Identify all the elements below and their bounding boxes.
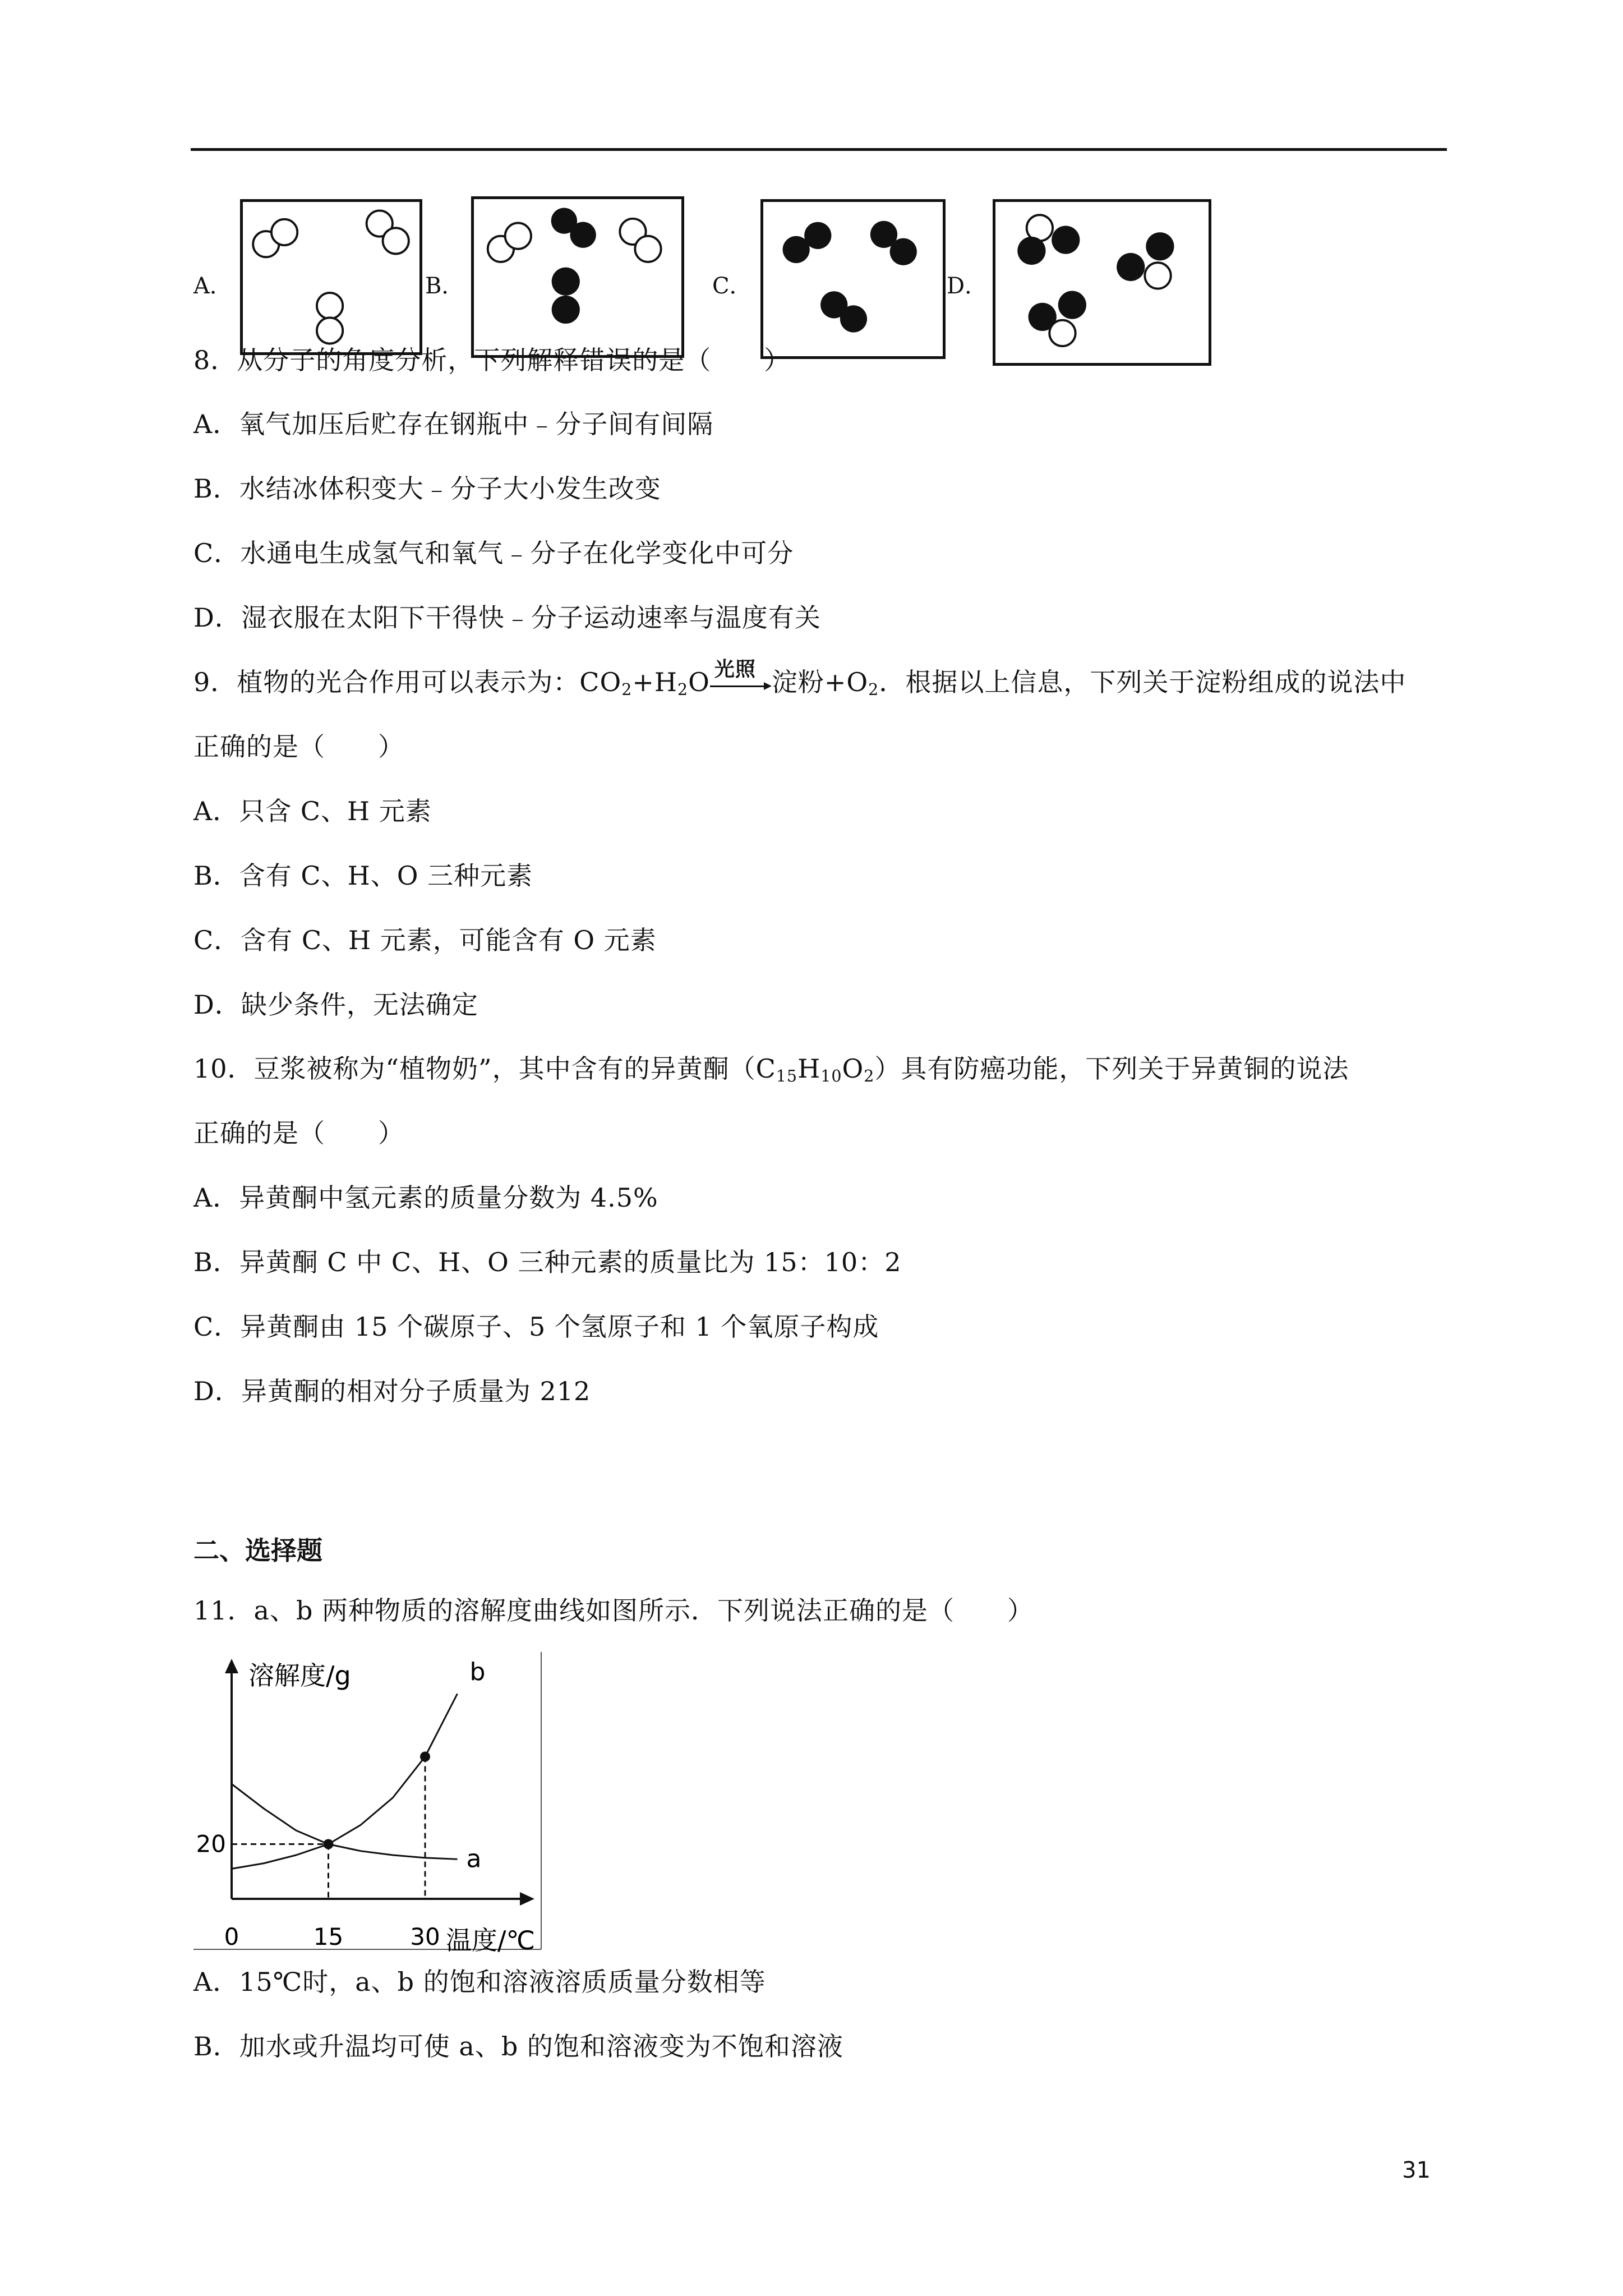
molecule-box-a: [240, 199, 422, 355]
q9-after-arrow: 淀粉+O: [771, 667, 869, 697]
q10-suffix: ）具有防癌功能，下列关于异黄铜的说法: [874, 1053, 1349, 1084]
y-tick-label-20: 20: [196, 1830, 226, 1858]
q9-o: O: [688, 667, 710, 697]
q9-option-d: D．缺少条件，无法确定: [193, 990, 478, 1020]
q11-option-b: B．加水或升温均可使 a、b 的饱和溶液变为不饱和溶液: [193, 2031, 843, 2062]
data-point-0: [324, 1839, 334, 1849]
q11-option-a: A．15℃时，a、b 的饱和溶液溶质质量分数相等: [193, 1967, 766, 1997]
q10-prefix: 10．豆浆被称为“植物奶”，其中含有的异黄酮（C: [193, 1053, 776, 1084]
option-c-letter: C．: [712, 273, 752, 299]
q8-stem: 8．从分子的角度分析，下列解释错误的是（ ）: [193, 345, 791, 375]
x-tick-label-0: 0: [224, 1923, 239, 1950]
solubility-chart: [193, 1652, 552, 1955]
q10-stem-line2: 正确的是（ ）: [193, 1118, 404, 1148]
q10-o: O: [842, 1053, 864, 1084]
q9-option-a: A．只含 C、H 元素: [193, 796, 432, 826]
y-axis-label: 溶解度/g: [248, 1660, 351, 1691]
option-d-letter: D．: [947, 273, 988, 299]
section-heading: 二、选择题: [193, 1535, 322, 1566]
q10-option-b: B．异黄酮 C 中 C、H、O 三种元素的质量比为 15：10：2: [193, 1247, 902, 1277]
q10-h-sub: 10: [820, 1067, 842, 1086]
q10-h: H: [797, 1053, 821, 1084]
x-axis-arrow: [520, 1892, 534, 1906]
data-point-1: [420, 1752, 430, 1762]
q8-option-b: B．水结冰体积变大﹣分子大小发生改变: [193, 473, 661, 504]
option-a-letter: A．: [193, 273, 232, 299]
q8-option-d: D．湿衣服在太阳下干得快﹣分子运动速率与温度有关: [193, 602, 821, 633]
series-a-label: a: [466, 1844, 482, 1874]
q10-o-sub: 2: [864, 1067, 875, 1086]
reaction-arrow: [710, 658, 772, 696]
header-rule: [191, 148, 1447, 151]
arrow-label: 光照: [714, 658, 756, 681]
series-b-curve: [232, 1694, 458, 1869]
series-a-curve: [232, 1784, 458, 1859]
molecule-box-d: [993, 199, 1211, 366]
q10-option-d: D．异黄酮的相对分子质量为 212: [193, 1376, 591, 1406]
molecule-box-b: [471, 196, 684, 358]
q9-option-b: B．含有 C、H、O 三种元素: [193, 861, 533, 891]
q10-stem: [193, 1053, 1349, 1092]
y-axis-arrow: [225, 1659, 238, 1673]
molecule-box-c: [760, 199, 946, 359]
q10-option-a: A．异黄酮中氢元素的质量分数为 4.5%: [193, 1182, 658, 1213]
page-number: 31: [1402, 2157, 1431, 2183]
q8-option-c: C．水通电生成氢气和氧气﹣分子在化学变化中可分: [193, 538, 794, 568]
series-b-label: b: [469, 1658, 486, 1686]
q10-c-sub: 15: [776, 1067, 798, 1086]
q11-stem: 11．a、b 两种物质的溶解度曲线如图所示．下列说法正确的是（ ）: [193, 1595, 1034, 1626]
q9-stem: [193, 658, 1407, 706]
q9-o2-sub: 2: [868, 680, 879, 700]
solubility-chart-svg: [193, 1652, 552, 1955]
q9-co2-sub: 2: [621, 680, 633, 700]
q10-option-c: C．异黄酮由 15 个碳原子、5 个氢原子和 1 个氧原子构成: [193, 1312, 879, 1342]
q9-prefix: 9．植物的光合作用可以表示为：CO: [193, 667, 622, 697]
q9-suffix: ．根据以上信息，下列关于淀粉组成的说法中: [879, 667, 1407, 697]
option-b-letter: B．: [425, 273, 464, 299]
q9-stem-line2: 正确的是（ ）: [193, 731, 404, 762]
q8-option-a: A．氧气加压后贮存在钢瓶中﹣分子间有间隔: [193, 409, 714, 439]
q9-option-c: C．含有 C、H 元素，可能含有 O 元素: [193, 925, 657, 955]
x-tick-label-30: 30: [410, 1923, 440, 1950]
x-tick-label-15: 15: [313, 1923, 344, 1950]
q9-h2-sub: 2: [677, 680, 689, 700]
x-axis-label: 温度/℃: [446, 1925, 536, 1955]
q9-plus-h: +H: [632, 667, 678, 697]
